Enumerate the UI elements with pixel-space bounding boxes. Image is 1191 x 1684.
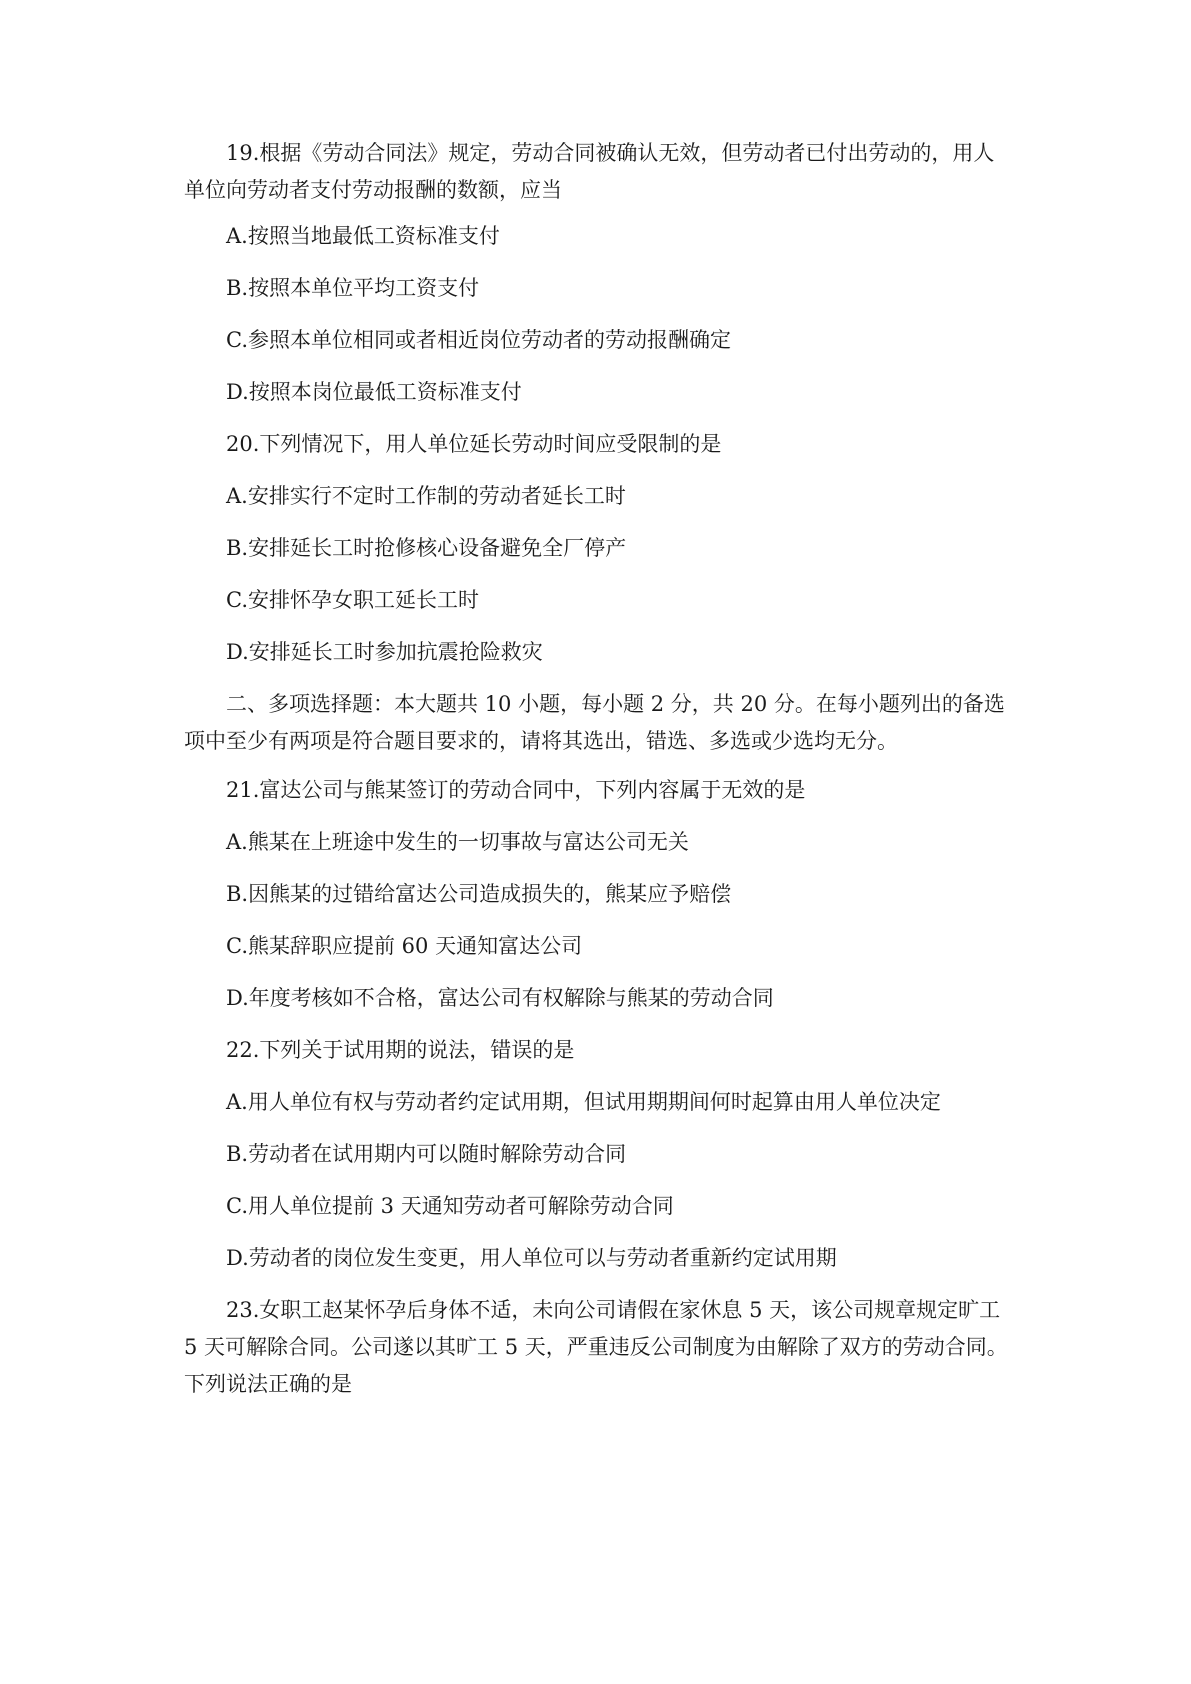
- question-19-option-a: A.按照当地最低工资标准支付: [226, 224, 500, 248]
- question-22-option-d: D.劳动者的岗位发生变更，用人单位可以与劳动者重新约定试用期: [226, 1246, 837, 1270]
- question-20-option-b: B.安排延长工时抢修核心设备避免全厂停产: [226, 536, 627, 560]
- question-20-option-a: A.安排实行不定时工作制的劳动者延长工时: [226, 484, 626, 508]
- question-22-stem: 22.下列关于试用期的说法，错误的是: [226, 1038, 575, 1062]
- question-23-stem: 23.女职工赵某怀孕后身体不适，未向公司请假在家休息 5 天，该公司规章规定旷工 5 天可解除合同。公司遂以其旷工 5 天，严重违反公司制度为由解除了双方的劳动合同。下列说法正确的是: [184, 1298, 1008, 1396]
- question-20-option-d: D.安排延长工时参加抗震抢险救灾: [226, 640, 543, 664]
- section-2-heading: 二、多项选择题：本大题共 10 小题，每小题 2 分，共 20 分。在每小题列出的备选项中至少有两项是符合题目要求的，请将其选出，错选、多选或少选均无分。: [184, 692, 1005, 753]
- question-19-option-b: B.按照本单位平均工资支付: [226, 276, 480, 300]
- question-21-stem: 21.富达公司与熊某签订的劳动合同中，下列内容属于无效的是: [226, 778, 806, 802]
- question-22-option-c: C.用人单位提前 3 天通知劳动者可解除劳动合同: [226, 1194, 674, 1218]
- question-21-option-d: D.年度考核如不合格，富达公司有权解除与熊某的劳动合同: [226, 986, 774, 1010]
- question-21-option-a: A.熊某在上班途中发生的一切事故与富达公司无关: [226, 830, 689, 854]
- question-22-option-b: B.劳动者在试用期内可以随时解除劳动合同: [226, 1142, 627, 1166]
- question-21-option-b: B.因熊某的过错给富达公司造成损失的，熊某应予赔偿: [226, 882, 732, 906]
- question-20-option-c: C.安排怀孕女职工延长工时: [226, 588, 479, 612]
- question-22-option-a: A.用人单位有权与劳动者约定试用期，但试用期期间何时起算由用人单位决定: [226, 1090, 941, 1114]
- question-19-option-c: C.参照本单位相同或者相近岗位劳动者的劳动报酬确定: [226, 328, 731, 352]
- question-21-option-c: C.熊某辞职应提前 60 天通知富达公司: [226, 934, 583, 958]
- question-19-stem: 19.根据《劳动合同法》规定，劳动合同被确认无效，但劳动者已付出劳动的，用人单位向劳动者支付劳动报酬的数额，应当: [184, 141, 995, 202]
- question-20-stem: 20.下列情况下，用人单位延长劳动时间应受限制的是: [226, 432, 722, 456]
- question-19-option-d: D.按照本岗位最低工资标准支付: [226, 380, 522, 404]
